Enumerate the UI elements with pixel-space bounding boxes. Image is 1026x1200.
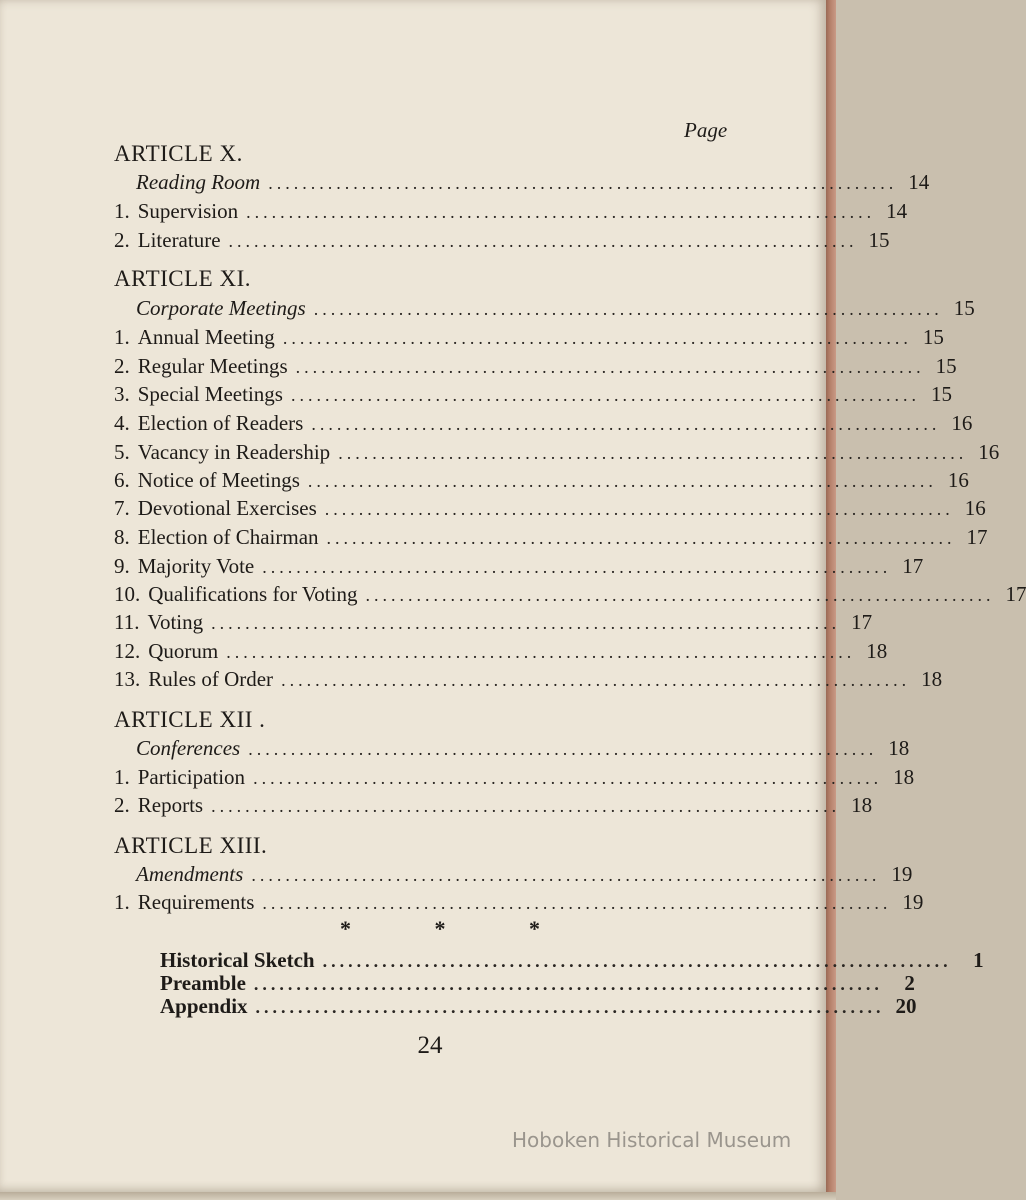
dot-leader: .......................................................................... [255,997,885,1017]
dot-leader: .......................................................................... [326,528,956,548]
page-column-label: Page [684,118,728,142]
item-number: 1. [114,765,130,789]
item-number: 8. [114,525,130,549]
page-ref: 14 [886,199,908,223]
item-number: 4. [114,411,130,435]
item-title: Annual Meeting [137,325,275,349]
page-ref: 20 [895,994,917,1018]
page-ref: 14 [908,170,930,194]
dot-leader: .......................................................................... [290,385,920,405]
toc-entry [114,496,986,522]
section-title: Corporate Meetings [136,296,306,320]
toc-section-entry [136,170,930,196]
section-title: Amendments [136,862,244,886]
toc-section-entry [136,736,910,762]
item-number: 5. [114,440,130,464]
toc-entry [114,890,924,916]
dot-leader: .......................................................................... [226,642,856,662]
page-ref: 15 [922,325,944,349]
item-title: Participation [137,765,246,789]
item-title: Historical Sketch [160,948,315,972]
toc-extra-entry [160,994,917,1020]
page-ref: 18 [893,765,915,789]
dot-leader: .......................................................................... [268,173,898,193]
item-title: Supervision [137,199,239,223]
item-title: Special Meetings [137,382,283,406]
toc-section-entry [136,862,913,888]
page-ref: 2 [904,971,915,995]
item-number: 11. [114,610,140,634]
item-number: 7. [114,496,130,520]
article-heading: ARTICLE X. [114,141,243,166]
article-heading: ARTICLE XIII. [114,833,268,858]
page-ref: 17 [902,554,924,578]
dot-leader: .......................................................................... [282,328,912,348]
toc-entry [114,382,952,408]
section-title: Conferences [136,736,241,760]
item-title: Reports [137,793,204,817]
dot-leader: .......................................................................... [251,865,881,885]
page-ref: 15 [935,354,957,378]
item-number: 1. [114,325,130,349]
dot-leader: .......................................................................... [246,202,876,222]
dot-leader: .......................................................................... [324,499,954,519]
asterisk: * [529,916,540,941]
page-ref: 15 [930,382,952,406]
asterisk: * [434,916,446,941]
dot-leader: .......................................................................... [322,951,952,971]
item-title: Voting [147,610,204,634]
dot-leader: .......................................................................... [365,585,995,605]
page-ref: 18 [866,639,888,663]
page-ref: 16 [947,468,969,492]
item-number: 2. [114,354,130,378]
toc-entry [114,468,969,494]
item-title: Requirements [137,890,255,914]
item-title: Regular Meetings [137,354,288,378]
page-ref: 18 [851,793,873,817]
dot-leader: .......................................................................... [311,414,941,434]
toc-entry [114,554,924,580]
item-number: 2. [114,228,130,252]
item-title: Majority Vote [137,554,255,578]
toc-entry [114,354,957,380]
page-ref: 16 [964,496,986,520]
page-ref: 18 [921,667,943,691]
toc-entry [114,667,943,693]
dot-leader: .......................................................................... [253,974,883,994]
toc-entry [114,228,890,254]
item-number: 1. [114,199,130,223]
page-number: 24 [417,1032,443,1059]
item-title: Appendix [160,994,248,1018]
page-ref: 18 [888,736,910,760]
dot-leader: .......................................................................... [248,739,878,759]
item-number: 13. [114,667,141,691]
dot-leader: .......................................................................... [338,443,968,463]
page-ref: 1 [973,948,984,972]
dot-leader: .......................................................................... [295,357,925,377]
page-ref: 15 [868,228,890,252]
toc-entry [114,610,873,636]
toc-entry [114,639,888,665]
item-title: Literature [137,228,221,252]
page-ref: 16 [978,440,1000,464]
page-ref: 17 [966,525,988,549]
page-bottom-edge [0,1192,836,1200]
page-ref: 19 [902,890,924,914]
asterisk-separator [340,916,540,942]
item-title: Notice of Meetings [137,468,300,492]
item-number: 1. [114,890,130,914]
item-number: 6. [114,468,130,492]
page-ref: 17 [1005,582,1026,606]
item-number: 3. [114,382,130,406]
item-title: Election of Chairman [137,525,319,549]
page-ref: 19 [891,862,913,886]
item-title: Election of Readers [137,411,304,435]
toc-entry [114,525,988,551]
article-heading: ARTICLE XII . [114,707,266,732]
item-title: Vacancy in Readership [137,440,331,464]
toc-entry [114,765,915,791]
section-title: Reading Room [136,170,261,194]
item-number: 9. [114,554,130,578]
dot-leader: .......................................................................... [228,231,858,251]
page-ref: 17 [851,610,873,634]
item-title: Rules of Order [148,667,274,691]
dot-leader: .......................................................................... [281,670,911,690]
article-heading: ARTICLE XI. [114,266,251,291]
toc-entry [114,440,1000,466]
museum-watermark: Hoboken Historical Museum [512,1128,792,1152]
toc-entry [114,793,873,819]
item-title: Qualifications for Voting [148,582,358,606]
item-title: Preamble [160,971,246,995]
item-title: Quorum [148,639,219,663]
toc-entry [114,325,944,351]
dot-leader: .......................................................................... [211,796,841,816]
item-number: 2. [114,793,130,817]
item-number: 12. [114,639,141,663]
toc-entry [114,411,973,437]
toc-entry [114,199,908,225]
dot-leader: .......................................................................... [262,557,892,577]
dot-leader: .......................................................................... [211,613,841,633]
toc-entry [114,582,1026,608]
dot-leader: .......................................................................... [253,768,883,788]
dot-leader: .......................................................................... [262,893,892,913]
item-title: Devotional Exercises [137,496,317,520]
item-number: 10. [114,582,141,606]
dot-leader: .......................................................................... [313,299,943,319]
page-ref: 15 [953,296,975,320]
page-ref: 16 [951,411,973,435]
dot-leader: .......................................................................... [307,471,937,491]
toc-section-entry [136,296,975,322]
asterisk: * [340,916,351,941]
